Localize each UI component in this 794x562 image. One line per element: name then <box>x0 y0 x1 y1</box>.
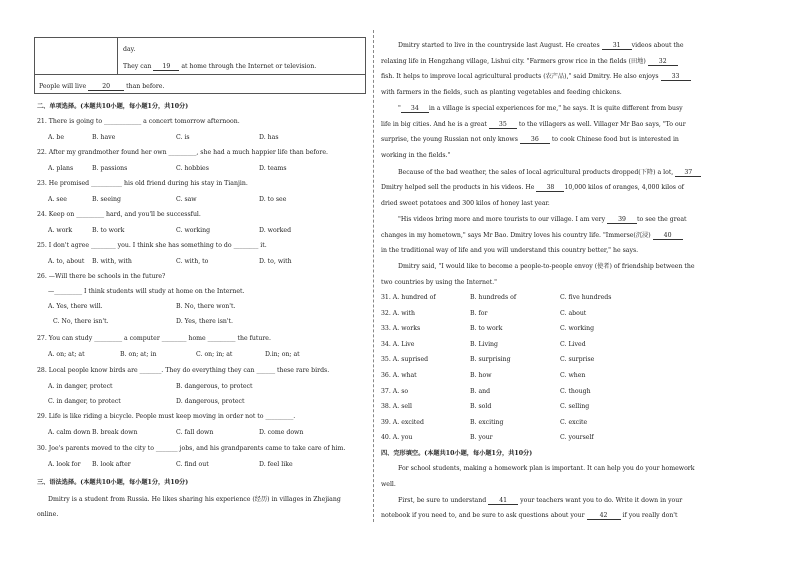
grammar-option[interactable]: C. selling <box>560 403 590 411</box>
passage-line: notebook if you need to, and be sure to ask questions about your 42 if you really don't <box>381 512 678 519</box>
grammar-option[interactable]: C. excite <box>560 418 588 426</box>
grammar-option[interactable]: B. for <box>470 309 488 317</box>
grammar-option[interactable]: B. and <box>470 387 491 395</box>
question-stem: 28. Local people know birds are _______. They do everything they can ______ these rare birds. <box>37 367 330 374</box>
grammar-option[interactable]: B. hundreds of <box>470 294 517 301</box>
passage-line: two countries by using the Internet." <box>381 279 497 286</box>
passage-line: Dmitry helped sell the products in his videos. He 38 10,000 kilos of oranges, 4,000 kilos of <box>381 184 684 191</box>
passage-line: Because of the bad weather, the sales of local agricultural products dropped(下降) a lot, 37 <box>398 170 701 177</box>
grammar-option[interactable]: C. though <box>560 387 591 395</box>
answer-option[interactable]: D. come down <box>259 429 304 436</box>
answer-option[interactable]: B. seeing <box>92 196 121 203</box>
grammar-option[interactable]: C. working <box>560 325 595 333</box>
answer-option[interactable]: A. Yes, there will. <box>48 303 103 310</box>
answer-option[interactable]: B. look after <box>92 461 131 468</box>
answer-option[interactable]: D. has <box>259 134 279 141</box>
grammar-option[interactable]: B. Living <box>470 340 498 348</box>
passage-line: For school students, making a homework plan is important. It can help you do your homework <box>398 465 695 472</box>
grammar-option[interactable]: B. how <box>470 372 492 379</box>
answer-option[interactable]: D.in; on; at <box>265 351 300 358</box>
column-divider <box>373 30 374 522</box>
answer-option[interactable]: B. dangerous, to protect <box>176 383 253 390</box>
grammar-option[interactable]: C. when <box>560 372 586 379</box>
info-table <box>34 37 366 94</box>
table-cell-tv: They can 19 at home through the Internet or television. <box>123 63 317 70</box>
question-stem: 26. —Will there be schools in the future? <box>37 273 166 280</box>
passage-line: Dmitry said, "I would like to become a people-to-people envoy (使者) of friendship between the <box>398 263 695 270</box>
table-row-live: People will live 20 than before. <box>39 83 165 90</box>
grammar-option[interactable]: 35. A. suprised <box>381 356 429 364</box>
answer-option[interactable]: A. plans <box>48 165 74 172</box>
passage-line: dried sweet potatoes and 300 kilos of honey last year. <box>381 200 550 207</box>
grammar-option[interactable]: 34. A. Live <box>381 340 415 348</box>
answer-option[interactable]: C. hobbies <box>176 165 209 172</box>
passage-line: with farmers in the fields, such as planting vegetables and feeding chickens. <box>381 89 622 96</box>
answer-option[interactable]: A. see <box>48 196 67 203</box>
question-stem: 23. He promised __________ his old friend during his stay in Tianjin. <box>37 180 248 187</box>
passage-line: Dmitry is a student from Russia. He likes sharing his experience (经历) in villages in Zhejiang <box>48 496 341 503</box>
passage-line: surprise, the young Russian not only knows 36 to cook Chinese food but is interested in <box>381 136 679 143</box>
grammar-option[interactable]: 36. A. what <box>381 372 417 379</box>
grammar-option[interactable]: C. surprise <box>560 356 595 364</box>
answer-option[interactable]: B. to work <box>92 227 125 234</box>
passage-line: Dmitry started to live in the countryside last August. He creates 31 videos about the <box>398 42 684 49</box>
answer-option[interactable]: D. to see <box>259 196 287 203</box>
grammar-option[interactable]: 31. A. hundred of <box>381 294 436 301</box>
answer-option[interactable]: C. saw <box>176 196 197 203</box>
answer-option[interactable]: A. work <box>48 227 73 234</box>
answer-option[interactable]: C. on; in; at <box>196 351 233 358</box>
table-vline <box>117 38 118 74</box>
answer-option[interactable]: C. No, there isn't. <box>53 318 109 325</box>
answer-option[interactable]: C. in danger, to protect <box>48 398 121 405</box>
grammar-option[interactable]: 40. A. you <box>381 434 413 442</box>
grammar-option[interactable]: C. Lived <box>560 340 586 348</box>
passage-line: fish. It helps to improve local agricultural products (农产品)," said Dmitry. He also enjoys 33 <box>381 74 691 81</box>
passage-line: First, be sure to understand 41 your teachers want you to do. Write it down in your <box>398 497 683 504</box>
answer-option[interactable]: B. on; at; in <box>120 351 157 358</box>
passage-line: " 34 in a village is special experiences for me," he says. It is quite different from busy <box>398 105 683 112</box>
answer-option[interactable]: D. worked <box>259 227 292 234</box>
question-stem: 27. You can study _________ a computer ________ home _________ the future. <box>37 335 271 342</box>
answer-option[interactable]: C. with, to <box>176 258 209 265</box>
answer-option[interactable]: C. fall down <box>176 429 214 436</box>
question-stem: 22. After my grandmother found her own _________, she had a much happier life than before. <box>37 149 328 156</box>
question-stem: 24. Keep on _________ hard, and you'll be successful. <box>37 211 201 218</box>
grammar-option[interactable]: B. exciting <box>470 418 504 426</box>
section2-heading: 二、单项选择。(本题共10小题，每小题1分，共10分) <box>37 103 189 110</box>
grammar-option[interactable]: 32. A. with <box>381 309 415 317</box>
answer-option[interactable]: C. is <box>176 134 190 141</box>
answer-option[interactable]: B. passions <box>92 165 128 172</box>
section4-heading: 四、完形填空。(本题共10小题，每小题1分，共10分) <box>381 450 533 457</box>
answer-option[interactable]: B. No, there won't. <box>176 303 236 310</box>
table-cell-day: day. <box>123 46 136 53</box>
answer-option[interactable]: D. feel like <box>259 461 293 468</box>
grammar-option[interactable]: C. about <box>560 309 587 317</box>
answer-option[interactable]: A. on; at; at <box>48 351 85 358</box>
answer-option[interactable]: A. to, about <box>48 258 85 265</box>
answer-option[interactable]: B. break down <box>92 429 138 436</box>
grammar-option[interactable]: B. sold <box>470 403 492 411</box>
grammar-option[interactable]: C. five hundreds <box>560 294 612 301</box>
passage-line: in the traditional way of life and you will understand this country better," he says. <box>381 247 639 254</box>
question-stem: 25. I don't agree ________ you. I think she has something to do ________ it. <box>37 242 267 249</box>
grammar-option[interactable]: 38. A. sell <box>381 403 413 411</box>
section3-heading: 三、语法选择。(本题共10小题，每小题1分，共10分) <box>37 479 189 486</box>
answer-option[interactable]: D. to, with <box>259 258 292 265</box>
answer-option[interactable]: D. dangerous, protect <box>176 398 245 405</box>
question-stem: 21. There is going to ____________ a concert tomorrow afternoon. <box>37 118 240 125</box>
answer-option[interactable]: D. teams <box>259 165 287 172</box>
passage-line: relaxing life in Hengzhang village, Lishui city. "Farmers grow rice in the fields (田地) 32 <box>381 59 678 66</box>
passage-line: working in the fields." <box>381 152 451 159</box>
grammar-option[interactable]: 39. A. excited <box>381 418 424 426</box>
answer-option[interactable]: C. working <box>176 227 211 234</box>
answer-option[interactable]: A. look for <box>48 461 81 468</box>
grammar-option[interactable]: B. surprising <box>470 356 511 364</box>
grammar-option[interactable]: B. your <box>470 434 493 442</box>
passage-line: online. <box>37 511 59 518</box>
passage-line: changes in my hometown," says Mr Bao. Dmitry loves his country life. "Immerse(沉浸) 40 <box>381 233 683 240</box>
answer-option[interactable]: B. have <box>92 134 116 141</box>
question-stem-line2: —_________ I think students will study at home on the Internet. <box>48 288 245 295</box>
answer-option[interactable]: D. Yes, there isn't. <box>176 318 234 325</box>
question-stem: 29. Life is like riding a bicycle. People must keep moving in order not to _________. <box>37 413 296 420</box>
grammar-option[interactable]: C. yourself <box>560 434 594 442</box>
passage-line: "His videos bring more and more tourists to our village. I am very 39 to see the great <box>398 216 687 223</box>
answer-option[interactable]: A. calm down <box>48 429 91 436</box>
grammar-option[interactable]: B. to work <box>470 325 503 333</box>
passage-line: life in big cities. And he is a great 35 to the villagers as well. Villager Mr Bao says, "To our <box>381 121 686 128</box>
answer-option[interactable]: A. be <box>48 134 65 141</box>
table-hline <box>35 74 365 75</box>
grammar-option[interactable]: 33. A. works <box>381 325 421 333</box>
answer-option[interactable]: C. find out <box>176 461 209 468</box>
grammar-option[interactable]: 37. A. so <box>381 387 409 395</box>
answer-option[interactable]: A. in danger, protect <box>48 383 113 390</box>
answer-option[interactable]: B. with, with <box>92 258 132 265</box>
passage-line: well. <box>381 481 396 488</box>
question-stem: 30. Joe's parents moved to the city to _______ jobs, and his grandparents came to take care of him. <box>37 445 346 452</box>
